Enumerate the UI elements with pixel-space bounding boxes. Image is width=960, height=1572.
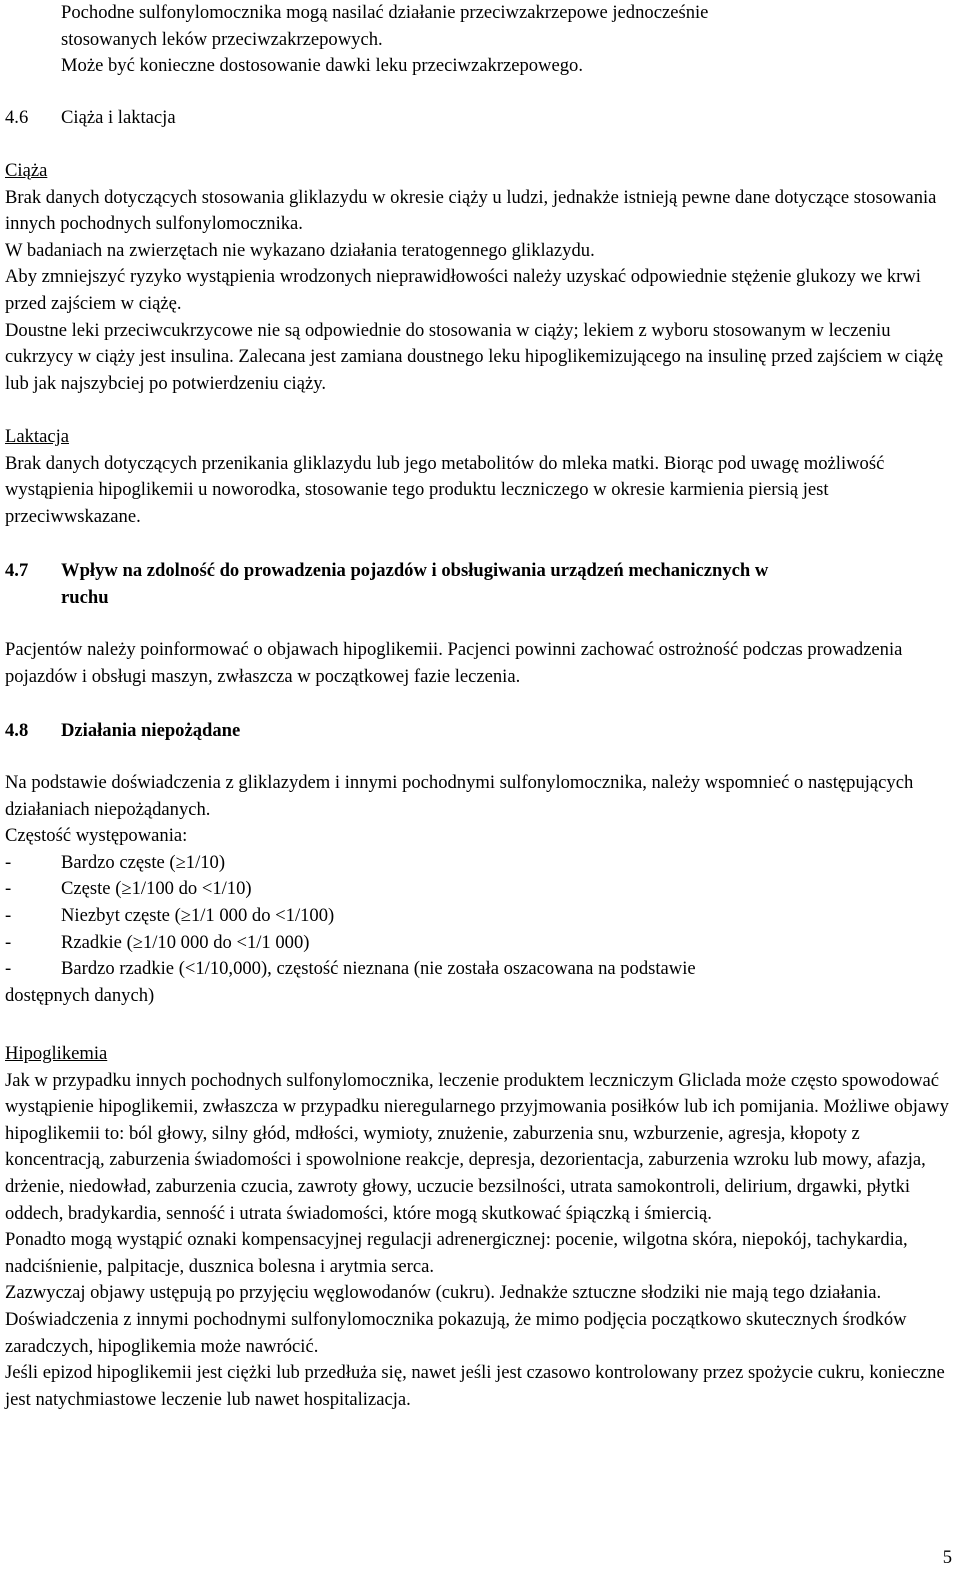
hypoglycemia-paragraph-1: Jak w przypadku innych pochodnych sulfonylomocznika, leczenie produktem leczniczym Gliclada może często spowodować wystąpienie hipoglikemii, zwłaszcza w przypadku nieregularnego przyjmowania posiłków lub ich pomijania. Możliwe objawy hipoglikemii to: ból głowy, silny głód, mdłości, wymioty, znużenie, zaburzenia snu, wzburzenie, agresja, kłopoty z koncentracją, zaburzenia świadomości i spowolnione reakcje, depresja, dezorientacja, zaburzenia wzroku lub mowy, afazja, drżenie, niedowład, zaburzenia czucia, zawroty głowy, uczucie bezsilności, utrata samokontroli, delirium, drgawki, płytki oddech, bradykardia, senność i utrata świadomości, które mogą skutkować śpiączką i śmiercią. [5,1069,949,1224]
frequency-item: Bardzo częste (≥1/10) [61,851,226,873]
section-4-8-heading [5,718,955,745]
list-item [5,956,955,983]
intro-line-2: stosowanych leków przeciwzakrzepowych. [61,28,383,50]
adverse-paragraph-1: Na podstawie doświadczenia z gliklazydem i innymi pochodnymi sulfonylomocznika, należy wspomnieć o następujących działaniach niepożądanych. [5,772,914,820]
list-dash: - [5,958,12,980]
pregnancy-block [5,158,955,397]
section-title: Działania niepożądane [61,720,241,741]
hypoglycemia-paragraph-3: Zazwyczaj objawy ustępują po przyjęciu węglowodanów (cukru). Jednakże sztuczne słodziki nie mają tego działania. Doświadczenia z innymi pochodnymi sulfonylomocznika pokazują, że mimo podjęcia początkowo skutecznych środków zaradczych, hipoglikemia może nawrócić. [5,1282,907,1357]
lactation-block [5,424,955,530]
list-dash: - [5,878,12,900]
pregnancy-paragraph-1: Brak danych dotyczących stosowania gliklazydu w okresie ciąży u ludzi, jednakże istnieją pewne dane dotyczące stosowania innych pochodnych sulfonylomocznika. [5,186,937,235]
hypoglycemia-paragraph-2: Ponadto mogą wystąpić oznaki kompensacyjnej regulacji adrenergicznej: pocenie, wilgotna skóra, niepokój, tachykardia, nadciśnienie, palpitacje, dusznica bolesna i arytmia serca. [5,1229,908,1277]
hypoglycemia-block [5,1041,955,1413]
list-item [5,903,955,930]
section-number: 4.6 [5,107,29,128]
adverse-effects-block [5,770,955,1009]
hypoglycemia-heading: Hipoglikemia [5,1043,108,1064]
pregnancy-paragraph-4: Doustne leki przeciwcukrzycowe nie są odpowiednie do stosowania w ciąży; lekiem z wyboru stosowanym w leczeniu cukrzycy w ciąży jest insulina. Zalecana jest zamiana doustnego leku hipoglikemizującego na insulinę przed zajściem w ciążę lub jak najszybciej po potwierdzeniu ciąży. [5,319,944,394]
section-title-line-1: Wpływ na zdolność do prowadzenia pojazdów i obsługiwania urządzeń mechanicznych w [61,560,769,581]
section-title: Ciąża i laktacja [61,107,176,128]
hypoglycemia-paragraph-4: Jeśli epizod hipoglikemii jest ciężki lub przedłuża się, nawet jeśli jest czasowo kontrolowany przez spożycie cukru, konieczne jest natychmiastowe leczenie lub nawet hospitalizacja. [5,1362,945,1410]
intro-line-3: Może być konieczne dostosowanie dawki leku przeciwzakrzepowego. [61,55,583,77]
frequency-label: Częstość występowania: [5,825,188,847]
lactation-paragraph: Brak danych dotyczących przenikania gliklazydu lub jego metabolitów do mleka matki. Biorąc pod uwagę możliwość wystąpienia hipoglikemii u noworodka, stosowanie tego produktu leczniczego w okresie karmienia piersią jest przeciwwskazane. [5,452,885,527]
list-item [5,930,955,957]
section-title-line-2: ruchu [61,586,109,608]
driving-paragraph: Pacjentów należy poinformować o objawach hipoglikemii. Pacjenci powinni zachować ostrożność podczas prowadzenia pojazdów i obsługi maszyn, zwłaszcza w początkowej fazie leczenia. [5,639,903,687]
section-number: 4.7 [5,560,29,581]
pregnancy-paragraph-2: W badaniach na zwierzętach nie wykazano działania teratogennego gliklazydu. [5,239,595,261]
list-item [5,850,955,877]
section-number: 4.8 [5,720,29,741]
pregnancy-heading: Ciąża [5,160,48,181]
page-number: 5 [942,1547,952,1568]
list-dash: - [5,851,12,873]
section-4-7-body [5,637,955,690]
section-4-7-heading [5,558,955,611]
frequency-item: Bardzo rzadkie (<1/10,000), częstość nieznana (nie została oszacowana na podstawie [61,958,696,980]
frequency-continuation: dostępnych danych) [5,984,155,1006]
pregnancy-paragraph-3: Aby zmniejszyć ryzyko wystąpienia wrodzonych nieprawidłowości należy uzyskać odpowiednie stężenie glukozy we krwi przed zajściem w ciążę. [5,266,921,314]
frequency-item: Częste (≥1/100 do <1/10) [61,878,252,900]
intro-block [5,0,955,80]
frequency-item: Niezbyt częste (≥1/1 000 do <1/100) [61,904,335,926]
intro-line-1: Pochodne sulfonylomocznika mogą nasilać działanie przeciwzakrzepowe jednocześnie [61,2,709,23]
frequency-item: Rzadkie (≥1/10 000 do <1/1 000) [61,931,310,953]
list-dash: - [5,931,12,953]
list-dash: - [5,904,12,926]
section-4-6-heading [5,105,955,132]
list-item [5,876,955,903]
lactation-heading: Laktacja [5,426,69,447]
